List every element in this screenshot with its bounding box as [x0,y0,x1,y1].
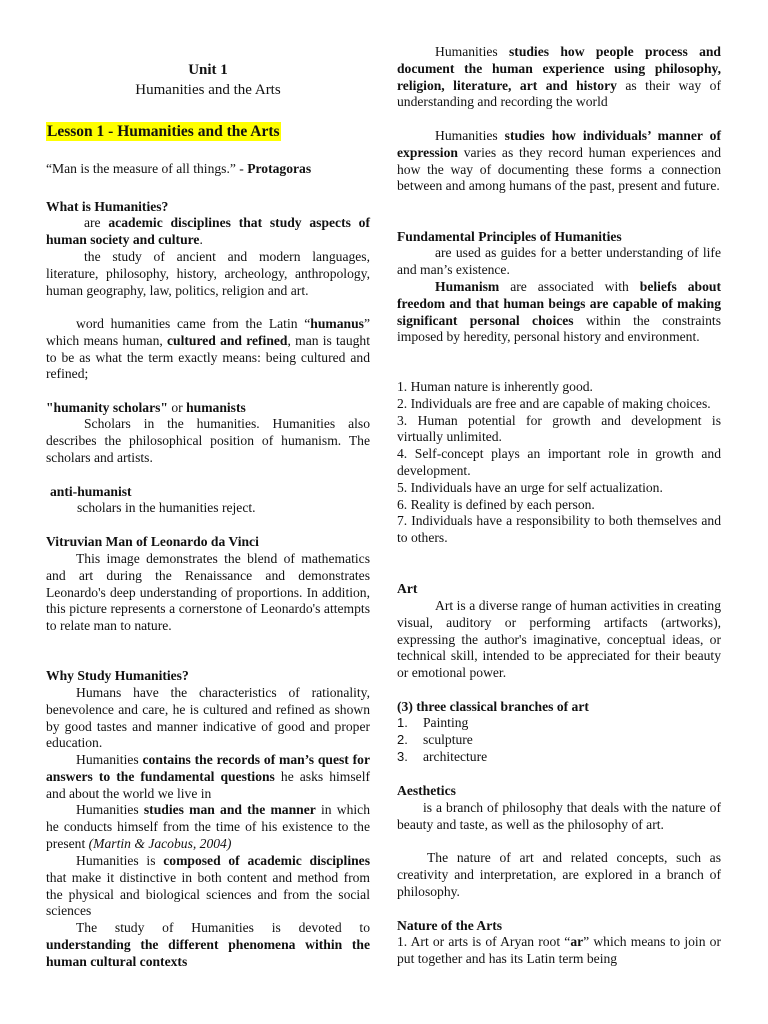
why-paragraph-2 [46,752,370,802]
unit-title: Unit 1 [188,62,228,78]
scholars-paragraph [46,416,370,466]
right-p1-a: Humanities [435,44,509,59]
list-item [397,749,721,766]
fundamental-heading: Fundamental Principles of Humanities [397,229,622,244]
aesthetics-p2-text: The nature of art and related concepts, such as creativity and interpretation, are explored in a branch of philosophy. [397,850,721,899]
what-paragraph-3 [46,316,370,383]
list-item [397,715,721,732]
quote-text: “Man is the measure of all things.” - [46,161,248,176]
what-p1-text: are [84,215,109,230]
vitruvian-paragraph [46,551,370,635]
why-p4-b: composed of academic disciplines [163,853,370,868]
principles-list [397,379,721,547]
fundamental-p2-c: beliefs about freedom and that human beings are capable of making significant personal choices [397,279,722,328]
principle-item: 6. Reality is defined by each person. [397,496,595,512]
right-p2-b: studies how individuals’ manner of expression [397,128,721,160]
what-paragraph-2 [46,249,370,299]
why-p3-a: Humanities [76,802,144,817]
why-heading: Why Study Humanities? [46,668,189,683]
nature-p-b: ar [570,934,584,949]
why-p3-citation: (Martin & Jacobus, 2004) [88,835,232,851]
aesthetics-paragraph-1 [397,800,721,834]
unit-subtitle: Humanities and the Arts [135,82,281,98]
right-paragraph-1 [397,44,721,111]
fundamental-paragraph-1 [397,245,721,279]
branches-heading: (3) three classical branches of art [397,699,589,714]
right-p2-a: Humanities [435,128,505,143]
scholars-heading-b: or [167,400,187,415]
what-p3-b: humanus [310,316,364,331]
art-heading: Art [397,581,418,596]
right-p1-c: as their way of understanding and recording the world [397,77,721,110]
list-number: 3. [397,748,408,764]
fundamental-p2-b: are associated with [499,279,640,294]
why-paragraph-4 [46,853,370,920]
why-p5-a: The study of Humanities is devoted to [76,920,370,935]
why-p4-a: Humanities is [76,853,164,868]
why-paragraph-5 [46,920,370,970]
nature-p-a: 1. Art or arts is of Aryan root “ [397,934,571,949]
branches-list [397,715,721,765]
why-paragraph-3 [46,802,370,852]
list-number: 2. [397,731,408,747]
why-p2-b: contains the records of man’s quest for answers to the fundamental questions [46,752,370,784]
principle-item: 7. Individuals have a responsibility to both themselves and to others. [397,513,721,546]
list-item [397,732,721,749]
vitruvian-p-text: This image demonstrates the blend of mathematics and art during the Renaissance and demonstrates Leonardo's deep understanding of proportions. In addition, this picture represents a cornerstone of Leonardo's attempts to relate man to nature. [46,551,370,634]
anti-paragraph: scholars in the humanities reject. [77,500,256,515]
aesthetics-p1-text: is a branch of philosophy that deals with the nature of beauty and taste, as well as the philosophy of art. [397,800,721,832]
lesson-title: Lesson 1 - Humanities and the Arts [47,123,280,140]
what-p3-e: , man is taught to be as what the term exactly means: being cultured and refined; [46,332,371,382]
right-p1-b: studies how people process and document the human experience using philosophy, religion, literature, art and history [397,44,721,93]
what-p2-text: the study of ancient and modern languages, literature, philosophy, history, archeology, anthropology, human geography, law, politics, religion and art. [46,249,370,298]
why-p3-c: in which he conducts himself from the time of his existence to the present [46,802,370,851]
nature-heading: Nature of the Arts [397,918,503,933]
quote-author: Protagoras [247,161,312,176]
why-p2-c: he asks himself and about the world we live in [46,768,370,801]
principle-item: 5. Individuals have an urge for self actualization. [397,479,663,495]
art-p-text: Art is a diverse range of human activities in creating visual, auditory or performing artifacts (artworks), expressing the author's imaginative, conceptual ideas, or technical skill, intended to be appreciated for their beauty or emotional power. [397,598,721,681]
list-label: Painting [423,715,469,730]
art-paragraph [397,598,721,682]
what-heading: What is Humanities? [46,199,169,214]
right-p2-c: varies as they record human experiences and how the way of documenting these forms a connection between and among humans of the past, present and future. [397,144,721,194]
vitruvian-heading: Vitruvian Man of Leonardo da Vinci [46,534,259,549]
scholars-heading-c: humanists [186,400,246,415]
fundamental-p1-text: are used as guides for a better understanding of life and man’s existence. [397,245,721,277]
aesthetics-heading: Aesthetics [397,783,456,798]
aesthetics-paragraph-2 [397,850,721,900]
what-p3-d: cultured and refined [167,332,288,348]
why-paragraph-1 [46,685,370,752]
what-p3-a: word humanities came from the Latin “ [76,316,311,331]
what-p1-end: . [199,231,203,247]
anti-heading: anti-humanist [50,484,132,499]
why-p2-a: Humanities [76,752,143,767]
principle-item: 1. Human nature is inherently good. [397,379,593,394]
list-label: architecture [423,748,488,764]
fundamental-paragraph-2 [397,279,721,346]
right-paragraph-2 [397,128,721,195]
what-paragraph-1 [46,215,370,249]
why-p5-b: understanding the different phenomena within the human cultural contexts [46,936,370,969]
quote [46,161,370,178]
nature-p-c: ” which means to join or put together and has its Latin term being [397,934,721,966]
fundamental-p2-a: Humanism [435,279,500,294]
scholars-heading [46,400,370,417]
scholars-p-text: Scholars in the humanities. Humanities also describes the philosophical position of humanism. The scholars and artists. [46,416,370,465]
why-p4-c: that make it distinctive in both content and method from the physical and biological sciences and from the social sciences [46,869,370,919]
what-p1-bold: academic disciplines that study aspects of human society and culture [46,215,370,247]
scholars-heading-a: "humanity scholars" [46,400,168,415]
why-p1-text: Humans have the characteristics of rationality, benevolence and care, he is cultured and refined as shown by good tastes and manner indicative of good and proper education. [46,685,370,751]
nature-paragraph [397,934,721,968]
what-p3-c: ” which means human, [46,316,370,348]
fundamental-p2-d: within the constraints imposed by heredity, personal history and environment. [397,312,721,345]
list-label: sculpture [423,731,473,747]
list-number: 1. [397,715,408,730]
principle-item: 2. Individuals are free and are capable of making choices. [397,395,711,411]
principle-item: 4. Self-concept plays an important role in growth and development. [397,446,721,478]
principle-item: 3. Human potential for growth and development is virtually unlimited. [397,412,721,445]
why-p3-b: studies man and the manner [143,802,316,817]
